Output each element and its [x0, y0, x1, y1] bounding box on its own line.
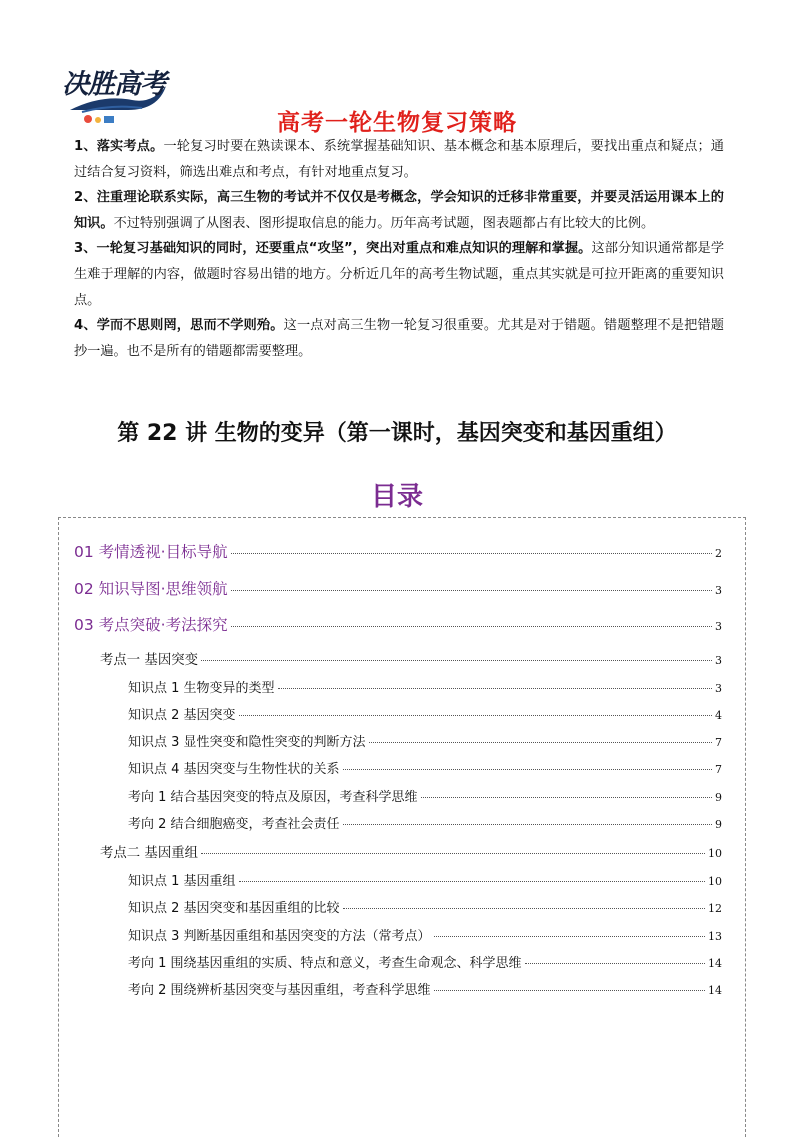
tip-text: 这一点对高三生物一轮复习很重要。尤其是对于错题。错题整理不是把错题抄一遍。也不是所有的错题都需要整理。: [74, 318, 724, 359]
toc-entry-label: 知识点 4 基因突变与生物性状的关系: [128, 762, 340, 777]
toc-entry[interactable]: [128, 677, 722, 696]
toc-page-number: 4: [715, 709, 722, 722]
toc-leader: [434, 936, 705, 937]
tip-text: 不过特别强调了从图表、图形提取信息的能力。历年高考试题，图表题都占有比较大的比例。: [113, 215, 655, 231]
toc-page-number: 12: [708, 902, 722, 915]
tip-bold: 1、落实考点。: [74, 139, 164, 154]
toc-entry[interactable]: [128, 704, 722, 723]
toc-entry-label: 知识点 1 基因重组: [128, 874, 236, 889]
toc-page-number: 10: [708, 875, 722, 888]
toc-entry-label: 02 知识导图·思维领航: [74, 580, 228, 598]
toc-entry-label: 知识点 2 基因突变和基因重组的比较: [128, 901, 340, 916]
toc-page-number: 3: [715, 584, 722, 597]
toc-page-number: 9: [715, 791, 722, 804]
tips-section: [74, 134, 724, 364]
toc-entry[interactable]: [74, 540, 722, 562]
toc-entry[interactable]: [128, 952, 722, 971]
toc-leader: [525, 963, 705, 964]
toc-entry-label: 知识点 3 显性突变和隐性突变的判断方法: [128, 735, 366, 750]
toc-page-number: 2: [715, 547, 722, 560]
toc-leader: [343, 769, 712, 770]
toc-entry[interactable]: [128, 758, 722, 777]
toc-page-number: 3: [715, 682, 722, 695]
tip-paragraph: [74, 134, 724, 185]
toc-page-number: 3: [715, 654, 722, 667]
toc-leader: [239, 881, 705, 882]
toc-leader: [343, 824, 712, 825]
toc-entry[interactable]: [74, 613, 722, 635]
toc-entry-label: 考向 2 结合细胞癌变，考查社会责任: [128, 817, 340, 832]
tip-bold: 2、注重理论联系实际，高三生物的考试并不仅仅是考概念，学会知识的迁移非常重要，并要灵活运用课本上的知识。: [74, 190, 724, 231]
toc-entry-label: 考向 1 结合基因突变的特点及原因，考查科学思维: [128, 790, 418, 805]
toc-entry[interactable]: [128, 925, 722, 944]
toc-leader: [231, 553, 712, 554]
toc-entry[interactable]: [100, 649, 722, 668]
lecture-title: 第 22 讲 生物的变异（第一课时，基因突变和基因重组）: [117, 421, 677, 446]
toc-entry-label: 知识点 1 生物变异的类型: [128, 681, 275, 696]
toc-entry-label: 考向 1 围绕基因重组的实质、特点和意义，考查生命观念、科学思维: [128, 956, 522, 971]
toc-entry-label: 考点二 基因重组: [100, 846, 198, 861]
toc-leader: [434, 990, 705, 991]
toc-entry-label: 考点一 基因突变: [100, 653, 198, 668]
toc-page-number: 14: [708, 957, 722, 970]
toc-entry-label: 考向 2 围绕辨析基因突变与基因重组，考查科学思维: [128, 983, 431, 998]
toc-entry[interactable]: [128, 897, 722, 916]
tip-paragraph: [74, 236, 724, 313]
toc-leader: [343, 908, 705, 909]
toc-leader: [231, 626, 712, 627]
toc-entry-label: 知识点 3 判断基因重组和基因突变的方法（常考点）: [128, 929, 431, 944]
toc-leader: [201, 853, 705, 854]
toc-entry[interactable]: [128, 731, 722, 750]
toc-entry[interactable]: [100, 842, 722, 861]
toc-page-number: 7: [715, 736, 722, 749]
toc-entry-label: 知识点 2 基因突变: [128, 708, 236, 723]
toc-heading: 目录: [370, 482, 423, 512]
toc-leader: [278, 688, 712, 689]
document-title: 高考一轮生物复习策略: [277, 110, 517, 136]
tip-paragraph: [74, 313, 724, 364]
toc-entry[interactable]: [128, 786, 722, 805]
toc-page-number: 9: [715, 818, 722, 831]
toc-entry[interactable]: [128, 979, 722, 998]
toc-leader: [231, 590, 712, 591]
tip-bold: 4、学而不思则罔，思而不学则殆。: [74, 318, 284, 334]
toc-leader: [201, 660, 712, 661]
tip-bold: 3、一轮复习基础知识的同时，还要重点“攻坚”，突出对重点和难点知识的理解和掌握。: [74, 241, 592, 257]
tip-text: 一轮复习时要在熟读课本、系统掌握基础知识、基本概念和基本原理后，要找出重点和疑点；通过结合复习资料，筛选出难点和考点，有针对地重点复习。: [74, 139, 724, 180]
toc-page-number: 13: [708, 930, 722, 943]
toc-entry[interactable]: [74, 577, 722, 599]
toc-entry-label: 03 考点突破·考法探究: [74, 616, 228, 634]
tip-text: 这部分知识通常都是学生难于理解的内容，做题时容易出错的地方。分析近几年的高考生物试题，重点其实就是可拉开距离的重要知识点。: [74, 241, 725, 308]
toc-leader: [369, 742, 712, 743]
toc-entry-label: 01 考情透视·目标导航: [74, 543, 228, 561]
toc-page-number: 7: [715, 763, 722, 776]
toc-leader: [421, 797, 712, 798]
logo-text: 决胜高考: [62, 69, 166, 100]
toc-page-number: 3: [715, 620, 722, 633]
tip-paragraph: [74, 185, 724, 236]
toc-entry[interactable]: [128, 870, 722, 889]
toc-entry[interactable]: [128, 813, 722, 832]
toc-leader: [239, 715, 712, 716]
toc-page-number: 10: [708, 847, 722, 860]
toc-page-number: 14: [708, 984, 722, 997]
